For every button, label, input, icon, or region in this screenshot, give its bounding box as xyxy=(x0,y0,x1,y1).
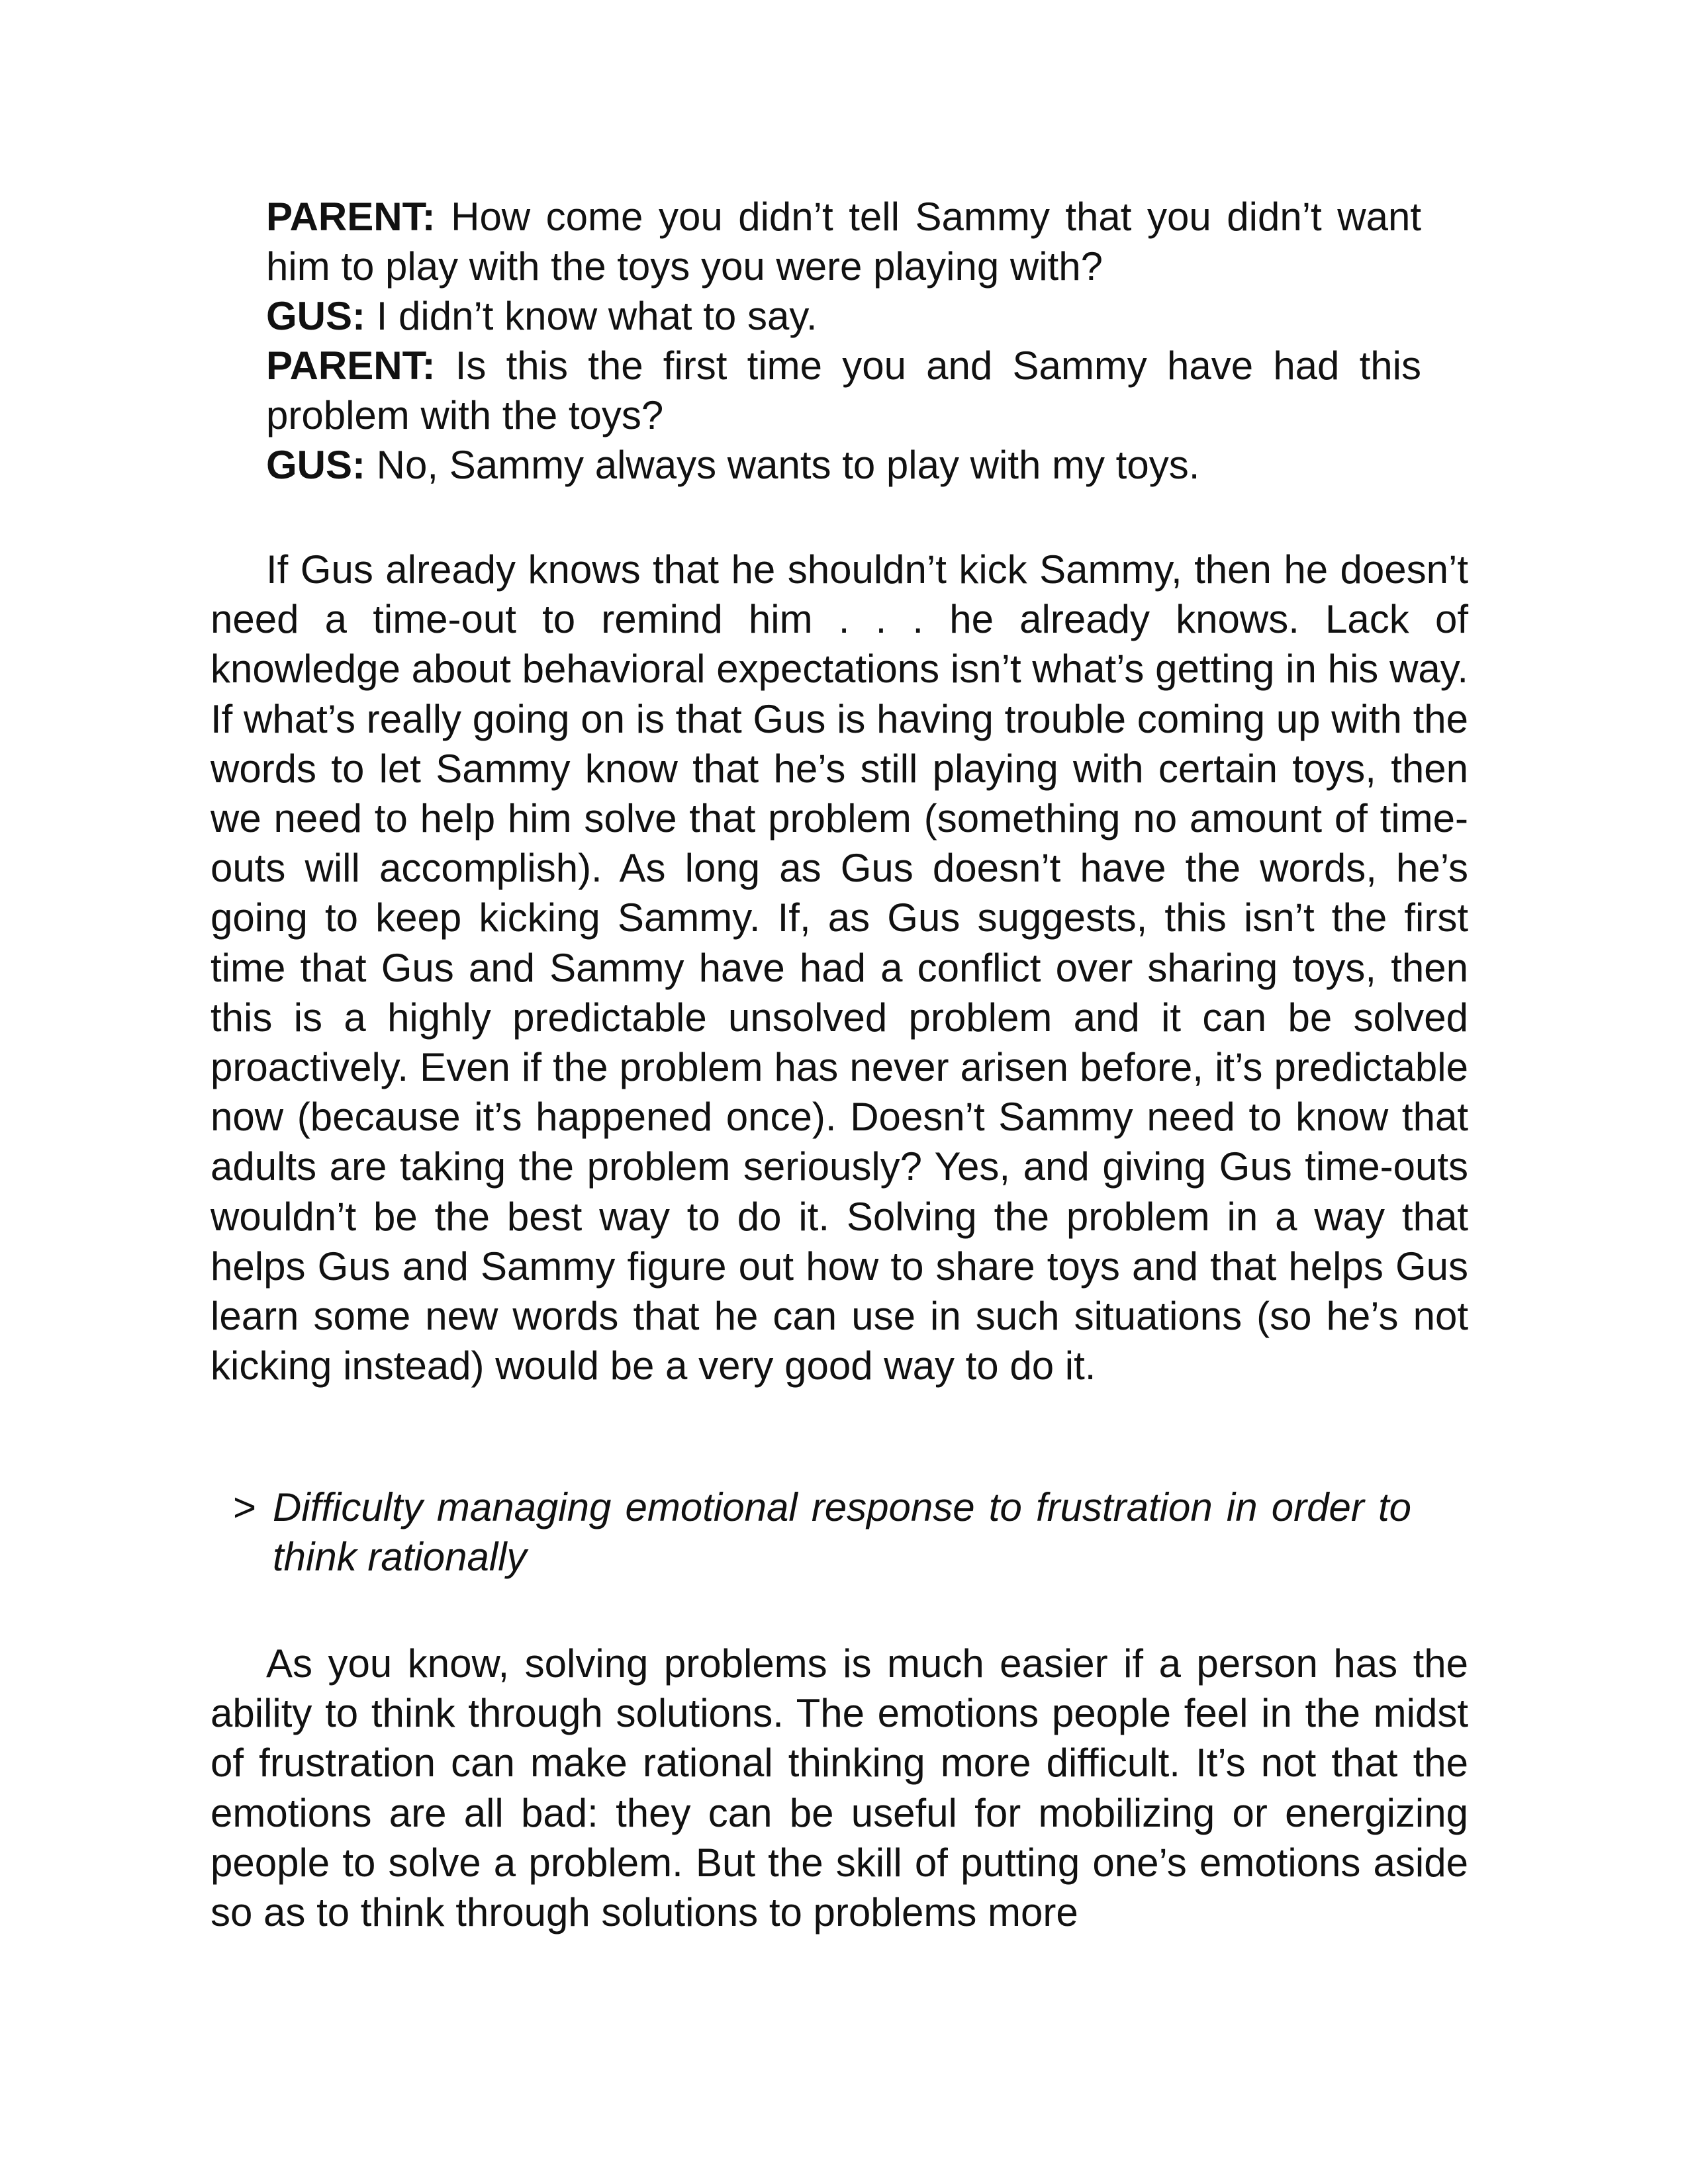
heading-text: Difficulty managing emotional response to frustration in order to think rationally xyxy=(273,1485,1411,1579)
dialogue-line xyxy=(266,440,1421,490)
heading-marker: > xyxy=(233,1485,257,1529)
speaker-label: PARENT: xyxy=(266,343,436,388)
dialogue-text: How come you didn’t tell Sammy that you didn’t want him to play with the toys you were playing with? xyxy=(266,195,1421,289)
speaker-label: PARENT: xyxy=(266,195,436,239)
dialogue-text: No, Sammy always wants to play with my toys. xyxy=(376,443,1200,487)
body-paragraph: If Gus already knows that he shouldn’t kick Sammy, then he doesn’t need a time-out to remind him . . . he already knows. Lack of knowledge about behavioral expectations isn’t what’s getting in his way. If what’s really going on is that Gus is having trouble coming up with the words to let Sammy know that he’s still playing with certain toys, then we need to help him solve that problem (something no amount of time-outs will accomplish). As long as Gus doesn’t have the words, he’s going to keep kicking Sammy. If, as Gus suggests, this isn’t the first time that Gus and Sammy have had a conflict over sharing toys, then this is a highly predictable unsolved problem and it can be solved proactively. Even if the problem has never arisen before, it’s predictable now (because it’s happened once). Doesn’t Sammy need to know that adults are taking the problem seriously? Yes, and giving Gus time-outs wouldn’t be the best way to do it. Solving the problem in a way that helps Gus and Sammy figure out how to share toys and that helps Gus learn some new words that he can use in such situations (so he’s not kicking instead) would be a very good way to do it. xyxy=(211,547,1468,1388)
dialogue-line xyxy=(266,291,1421,341)
dialogue-line xyxy=(266,192,1421,291)
dialogue-block xyxy=(266,192,1421,490)
dialogue-text: I didn’t know what to say. xyxy=(376,294,818,338)
speaker-label: GUS: xyxy=(266,443,365,487)
body-paragraph: As you know, solving problems is much easier if a person has the ability to think through solutions. The emotions people feel in the midst of frustration can make rational thinking more difficult. It’s not that the emotions are all bad: they can be useful for mobilizing or energizing people to solve a problem. But the skill of putting one’s emotions aside so as to think through solutions to problems more xyxy=(211,1641,1468,1935)
dialogue-line xyxy=(266,341,1421,440)
speaker-label: GUS: xyxy=(266,294,365,338)
dialogue-text: Is this the first time you and Sammy have had this problem with the toys? xyxy=(266,343,1421,437)
section-heading xyxy=(233,1482,1418,1582)
